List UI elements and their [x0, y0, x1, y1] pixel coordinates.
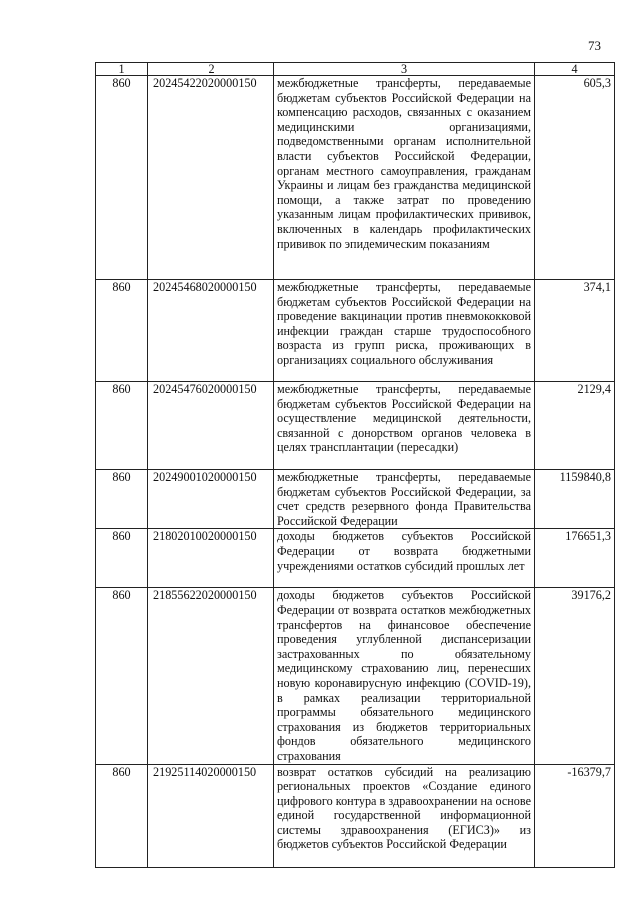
- amount-cell: 1159840,8: [535, 470, 615, 529]
- description-cell: межбюджетные трансферты, передаваемые бюджетам субъектов Российской Федерации, за счет средств резервного фонда Правительства Российской Федерации: [274, 470, 535, 529]
- amount-cell: 605,3: [535, 76, 615, 280]
- header-col-2: 2: [148, 63, 274, 76]
- description-cell: межбюджетные трансферты, передаваемые бюджетам субъектов Российской Федерации на компенсацию расходов, связанных с оказанием медицинскими организациями, подведомственными органам исполнительной власти субъектов Российской Федерации, органам местного самоуправления, гражданам Украины и лицам без гражданства медицинской помощи, а также затрат по проведению указанным лицам профилактических прививок, включенных в календарь профилактических прививок по эпидемическим показаниям: [274, 76, 535, 280]
- admin-code-cell: 860: [96, 470, 148, 529]
- amount-cell: -16379,7: [535, 764, 615, 867]
- budget-table: [95, 62, 615, 868]
- budget-code-cell: 21802010020000150: [148, 529, 274, 588]
- admin-code-cell: 860: [96, 382, 148, 470]
- amount-cell: 374,1: [535, 280, 615, 382]
- admin-code-cell: 860: [96, 529, 148, 588]
- table-row: [96, 588, 615, 764]
- table-row: [96, 280, 615, 382]
- table-row: [96, 382, 615, 470]
- table-row: [96, 76, 615, 280]
- header-col-3: 3: [274, 63, 535, 76]
- table-row: [96, 764, 615, 867]
- budget-code-cell: 20245468020000150: [148, 280, 274, 382]
- table-row: [96, 470, 615, 529]
- budget-code-cell: 20245422020000150: [148, 76, 274, 280]
- amount-cell: 176651,3: [535, 529, 615, 588]
- budget-code-cell: 20249001020000150: [148, 470, 274, 529]
- header-col-4: 4: [535, 63, 615, 76]
- amount-cell: 2129,4: [535, 382, 615, 470]
- admin-code-cell: 860: [96, 76, 148, 280]
- header-col-1: 1: [96, 63, 148, 76]
- amount-cell: 39176,2: [535, 588, 615, 764]
- page-number: 73: [588, 38, 601, 53]
- description-cell: доходы бюджетов субъектов Российской Федерации от возврата бюджетными учреждениями остатков субсидий прошлых лет: [274, 529, 535, 588]
- description-cell: межбюджетные трансферты, передаваемые бюджетам субъектов Российской Федерации на осуществление медицинской деятельности, связанной с донорством органов человека в целях трансплантации (пересадки): [274, 382, 535, 470]
- admin-code-cell: 860: [96, 588, 148, 764]
- admin-code-cell: 860: [96, 280, 148, 382]
- admin-code-cell: 860: [96, 764, 148, 867]
- table-header-row: [96, 63, 615, 76]
- budget-code-cell: 20245476020000150: [148, 382, 274, 470]
- description-cell: доходы бюджетов субъектов Российской Федерации от возврата остатков межбюджетных трансфертов на финансовое обеспечение проведения углубленной диспансеризации застрахованных по обязательному медицинскому страхованию лиц, перенесших новую коронавирусную инфекцию (COVID-19), в рамках реализации территориальной программы обязательного медицинского страхования из бюджетов территориальных фондов обязательного медицинского страхования: [274, 588, 535, 764]
- budget-code-cell: 21855622020000150: [148, 588, 274, 764]
- budget-code-cell: 21925114020000150: [148, 764, 274, 867]
- description-cell: межбюджетные трансферты, передаваемые бюджетам субъектов Российской Федерации на проведение вакцинации против пневмококковой инфекции граждан старше трудоспособного возраста из групп риска, проживающих в организациях социального обслуживания: [274, 280, 535, 382]
- table-row: [96, 529, 615, 588]
- description-cell: возврат остатков субсидий на реализацию региональных проектов «Создание единого цифрового контура в здравоохранении на основе единой государственной информационной системы здравоохранения (ЕГИСЗ)» из бюджетов субъектов Российской Федерации: [274, 764, 535, 867]
